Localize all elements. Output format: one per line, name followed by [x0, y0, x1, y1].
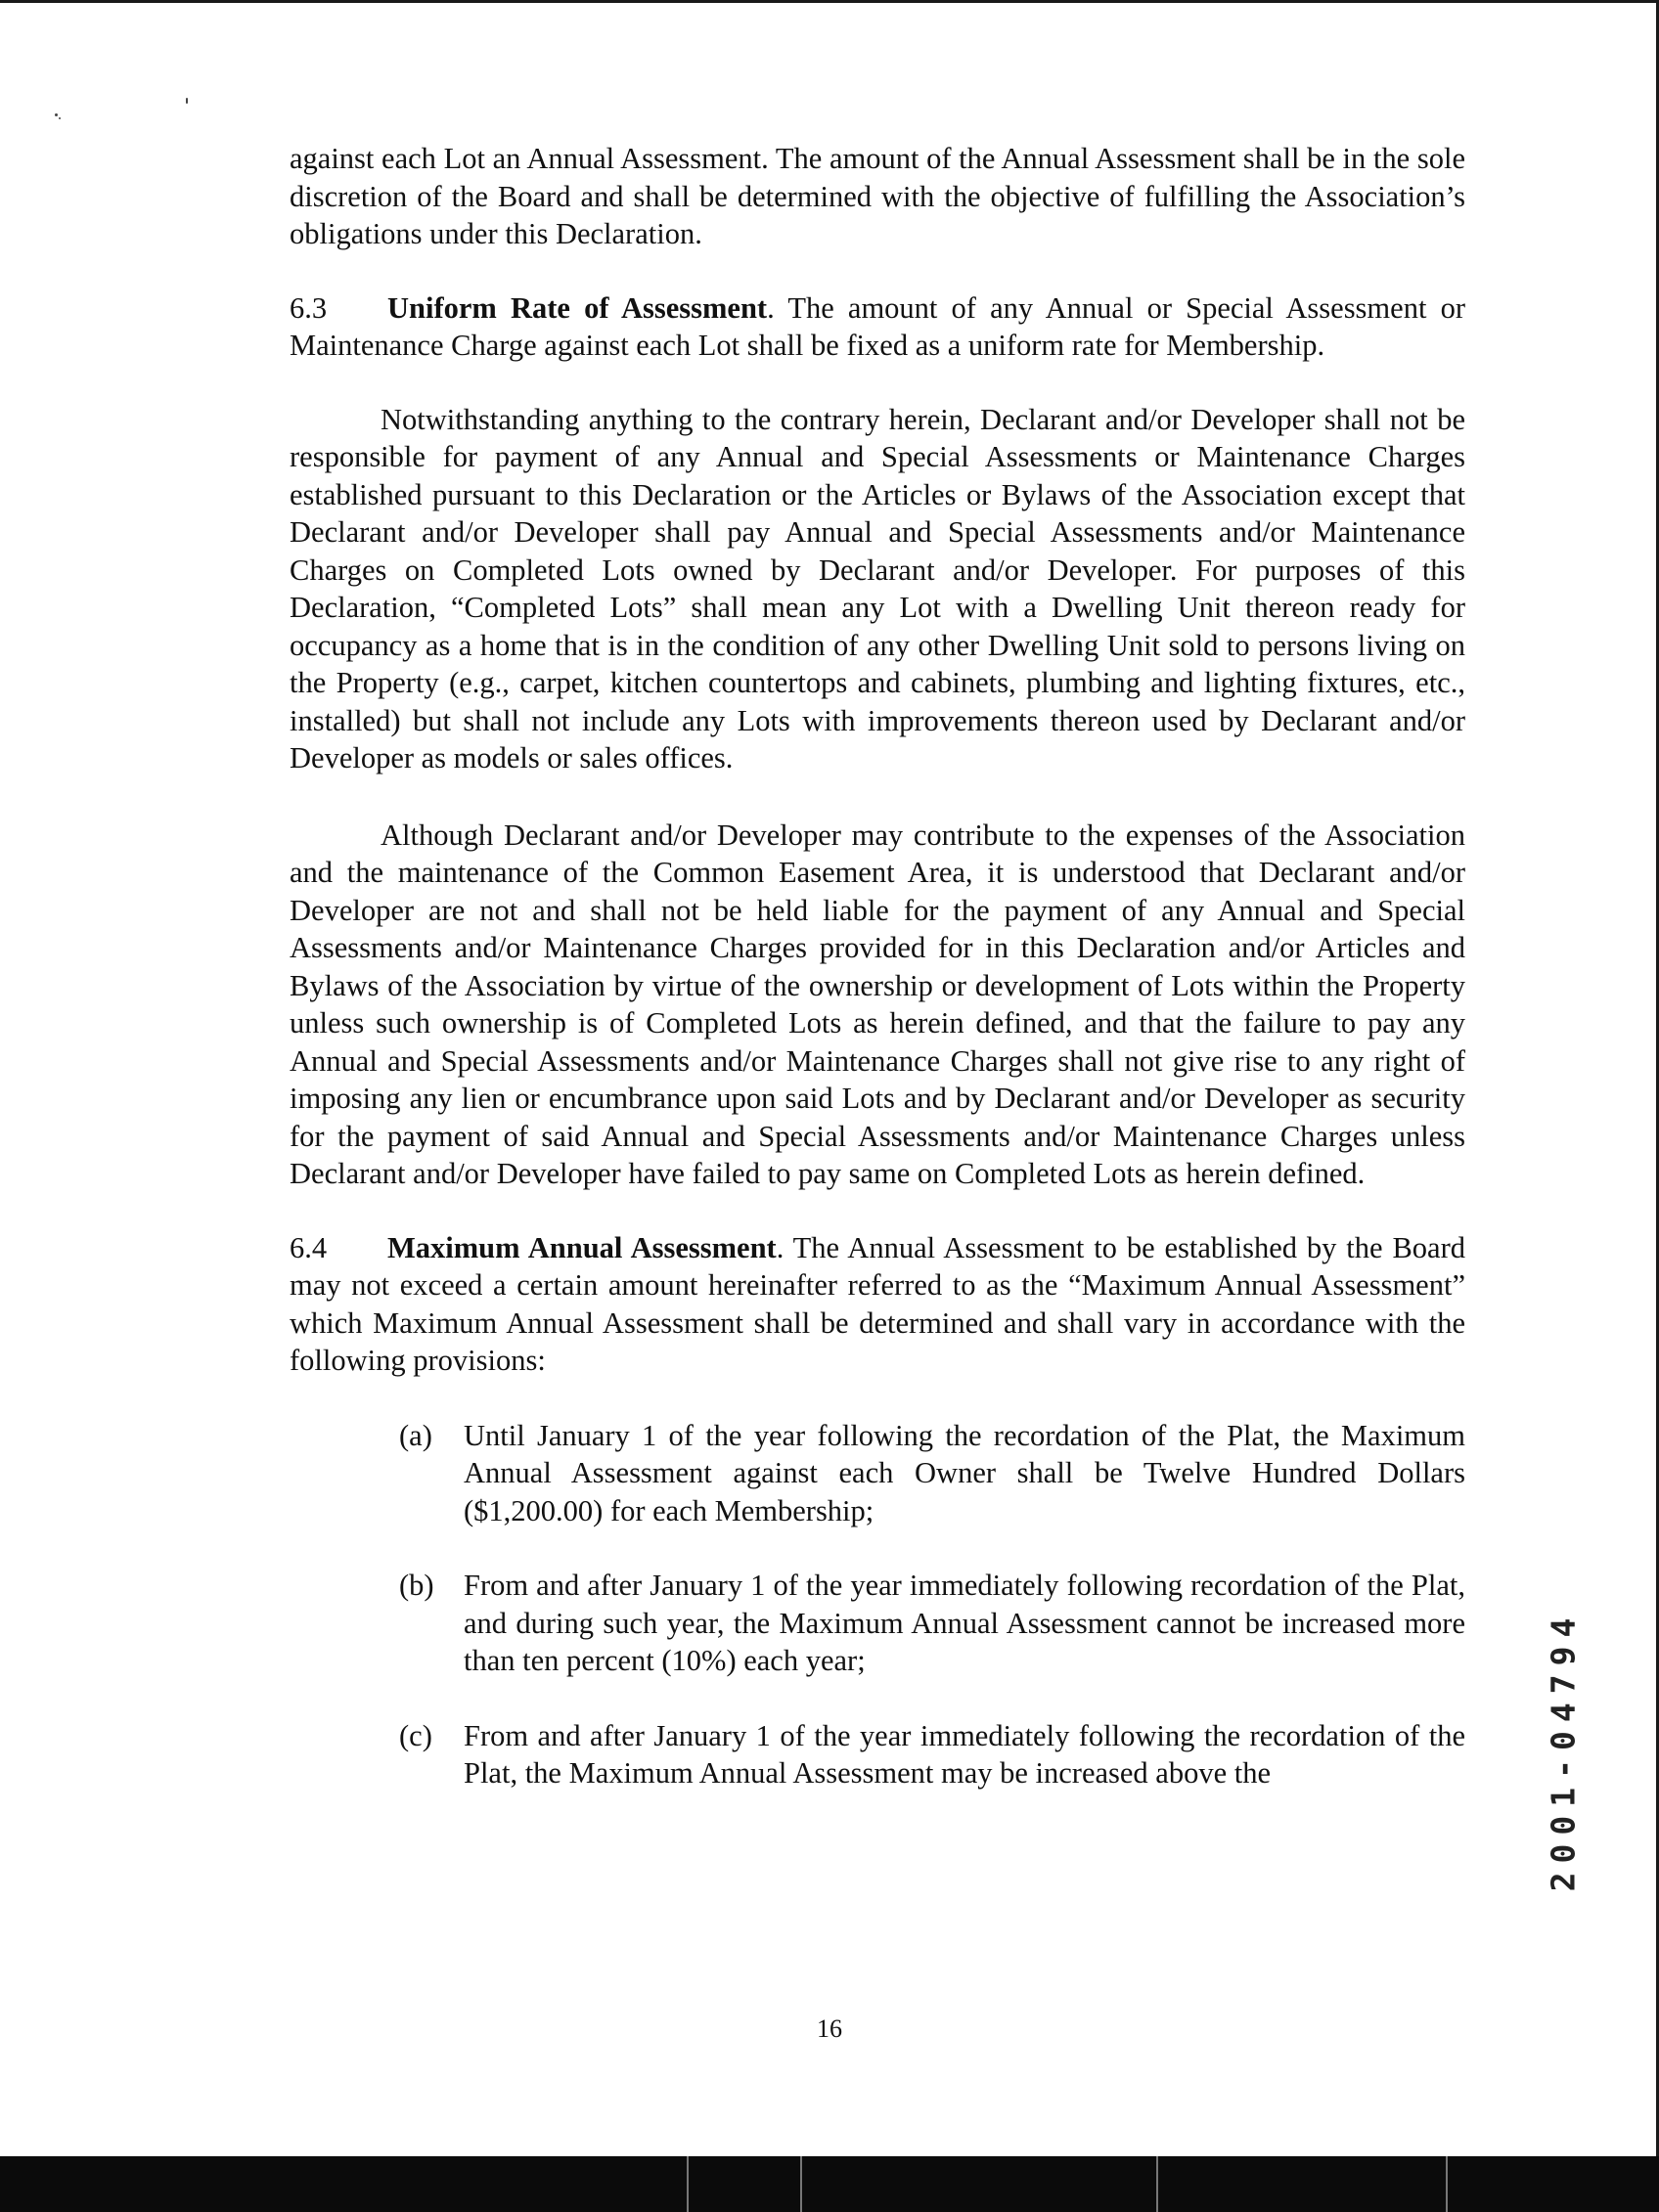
list-item-text: From and after January 1 of the year immediately following recordation of the Plat, and during such year, the Maximum Annual Assessment cannot be increased more than ten percent (10%) each year;	[464, 1569, 1465, 1677]
list-item-label: (b)	[399, 1569, 434, 1602]
section-number: 6.4	[290, 1230, 328, 1264]
bates-stamp	[1544, 1545, 1583, 1956]
intro-paragraph: against each Lot an Annual Assessment. The amount of the Annual Assessment shall be in the sole discretion of the Board and shall be determined with the objective of fulfilling the Association’s obligations under this Declaration.	[290, 142, 1465, 250]
section-title: Uniform Rate of Assessment	[387, 290, 768, 325]
list-item-label: (a)	[399, 1418, 432, 1452]
section-number: 6.3	[290, 290, 328, 325]
document-body	[290, 140, 1465, 1792]
provisions-list	[290, 1417, 1465, 1792]
section-text: . The amount of any Annual or Special Assessment or Maintenance Charge against each Lot shall be fixed as a uniform rate for Membership.	[290, 290, 1465, 362]
scan-border-bottom	[0, 2156, 1659, 2212]
paragraph-notwithstanding: Notwithstanding anything to the contrary herein, Declarant and/or Developer shall not be responsible for payment of any Annual and Special Assessments or Maintenance Charges established pursuant to this Declaration or the Articles or Bylaws of the Association except that Declarant and/or Developer shall pay Annual and Special Assessments and/or Maintenance Charges on Completed Lots owned by Declarant and/or Developer. For purposes of this Declaration, “Completed Lots” shall mean any Lot with a Dwelling Unit thereon ready for occupancy as a home that is in the condition of any other Dwelling Unit sold to persons living on the Property (e.g., carpet, kitchen countertops and cabinets, plumbing and lighting fixtures, etc., installed) but shall not include any Lots with improvements thereon used by Declarant and/or Developer as models or sales offices.	[290, 402, 1465, 774]
list-item-label: (c)	[399, 1718, 432, 1752]
list-item-text: From and after January 1 of the year immediately following the recordation of the Plat, the Maximum Annual Assessment may be increased above the	[464, 1718, 1465, 1790]
section-6-4	[290, 1229, 1465, 1380]
scan-border-top	[0, 0, 1659, 3]
list-item	[399, 1567, 1465, 1680]
section-title: Maximum Annual Assessment	[387, 1230, 777, 1264]
list-item	[399, 1717, 1465, 1792]
section-6-3	[290, 289, 1465, 365]
scan-specks	[55, 96, 192, 125]
list-item-text: Until January 1 of the year following the recordation of the Plat, the Maximum Annual Assessment against each Owner shall be Twelve Hundred Dollars ($1,200.00) for each Membership;	[464, 1418, 1465, 1527]
paragraph-although: Although Declarant and/or Developer may contribute to the expenses of the Association and the maintenance of the Common Easement Area, it is understood that Declarant and/or Developer are not and shall not be held liable for the payment of any Annual and Special Assessments and/or Maintenance Charges provided for in this Declaration and/or Articles and Bylaws of the Association by virtue of the ownership or development of Lots within the Property unless such ownership is of Completed Lots as herein defined, and that the failure to pay any Annual and Special Assessments and/or Maintenance Charges shall not give rise to any right of imposing any lien or encumbrance upon said Lots and by Declarant and/or Developer as security for the payment of said Annual and Special Assessments and/or Maintenance Charges unless Declarant and/or Developer have failed to pay same on Completed Lots as herein defined.	[290, 818, 1465, 1190]
section-text: . The Annual Assessment to be established by the Board may not exceed a certain amount hereinafter referred to as the “Maximum Annual Assessment” which Maximum Annual Assessment shall be determined and shall vary in accordance with the following provisions:	[290, 1230, 1465, 1377]
list-item	[399, 1417, 1465, 1530]
page-number: 16	[817, 2014, 842, 2043]
bates-number: 2001-04794	[1544, 1609, 1583, 1892]
